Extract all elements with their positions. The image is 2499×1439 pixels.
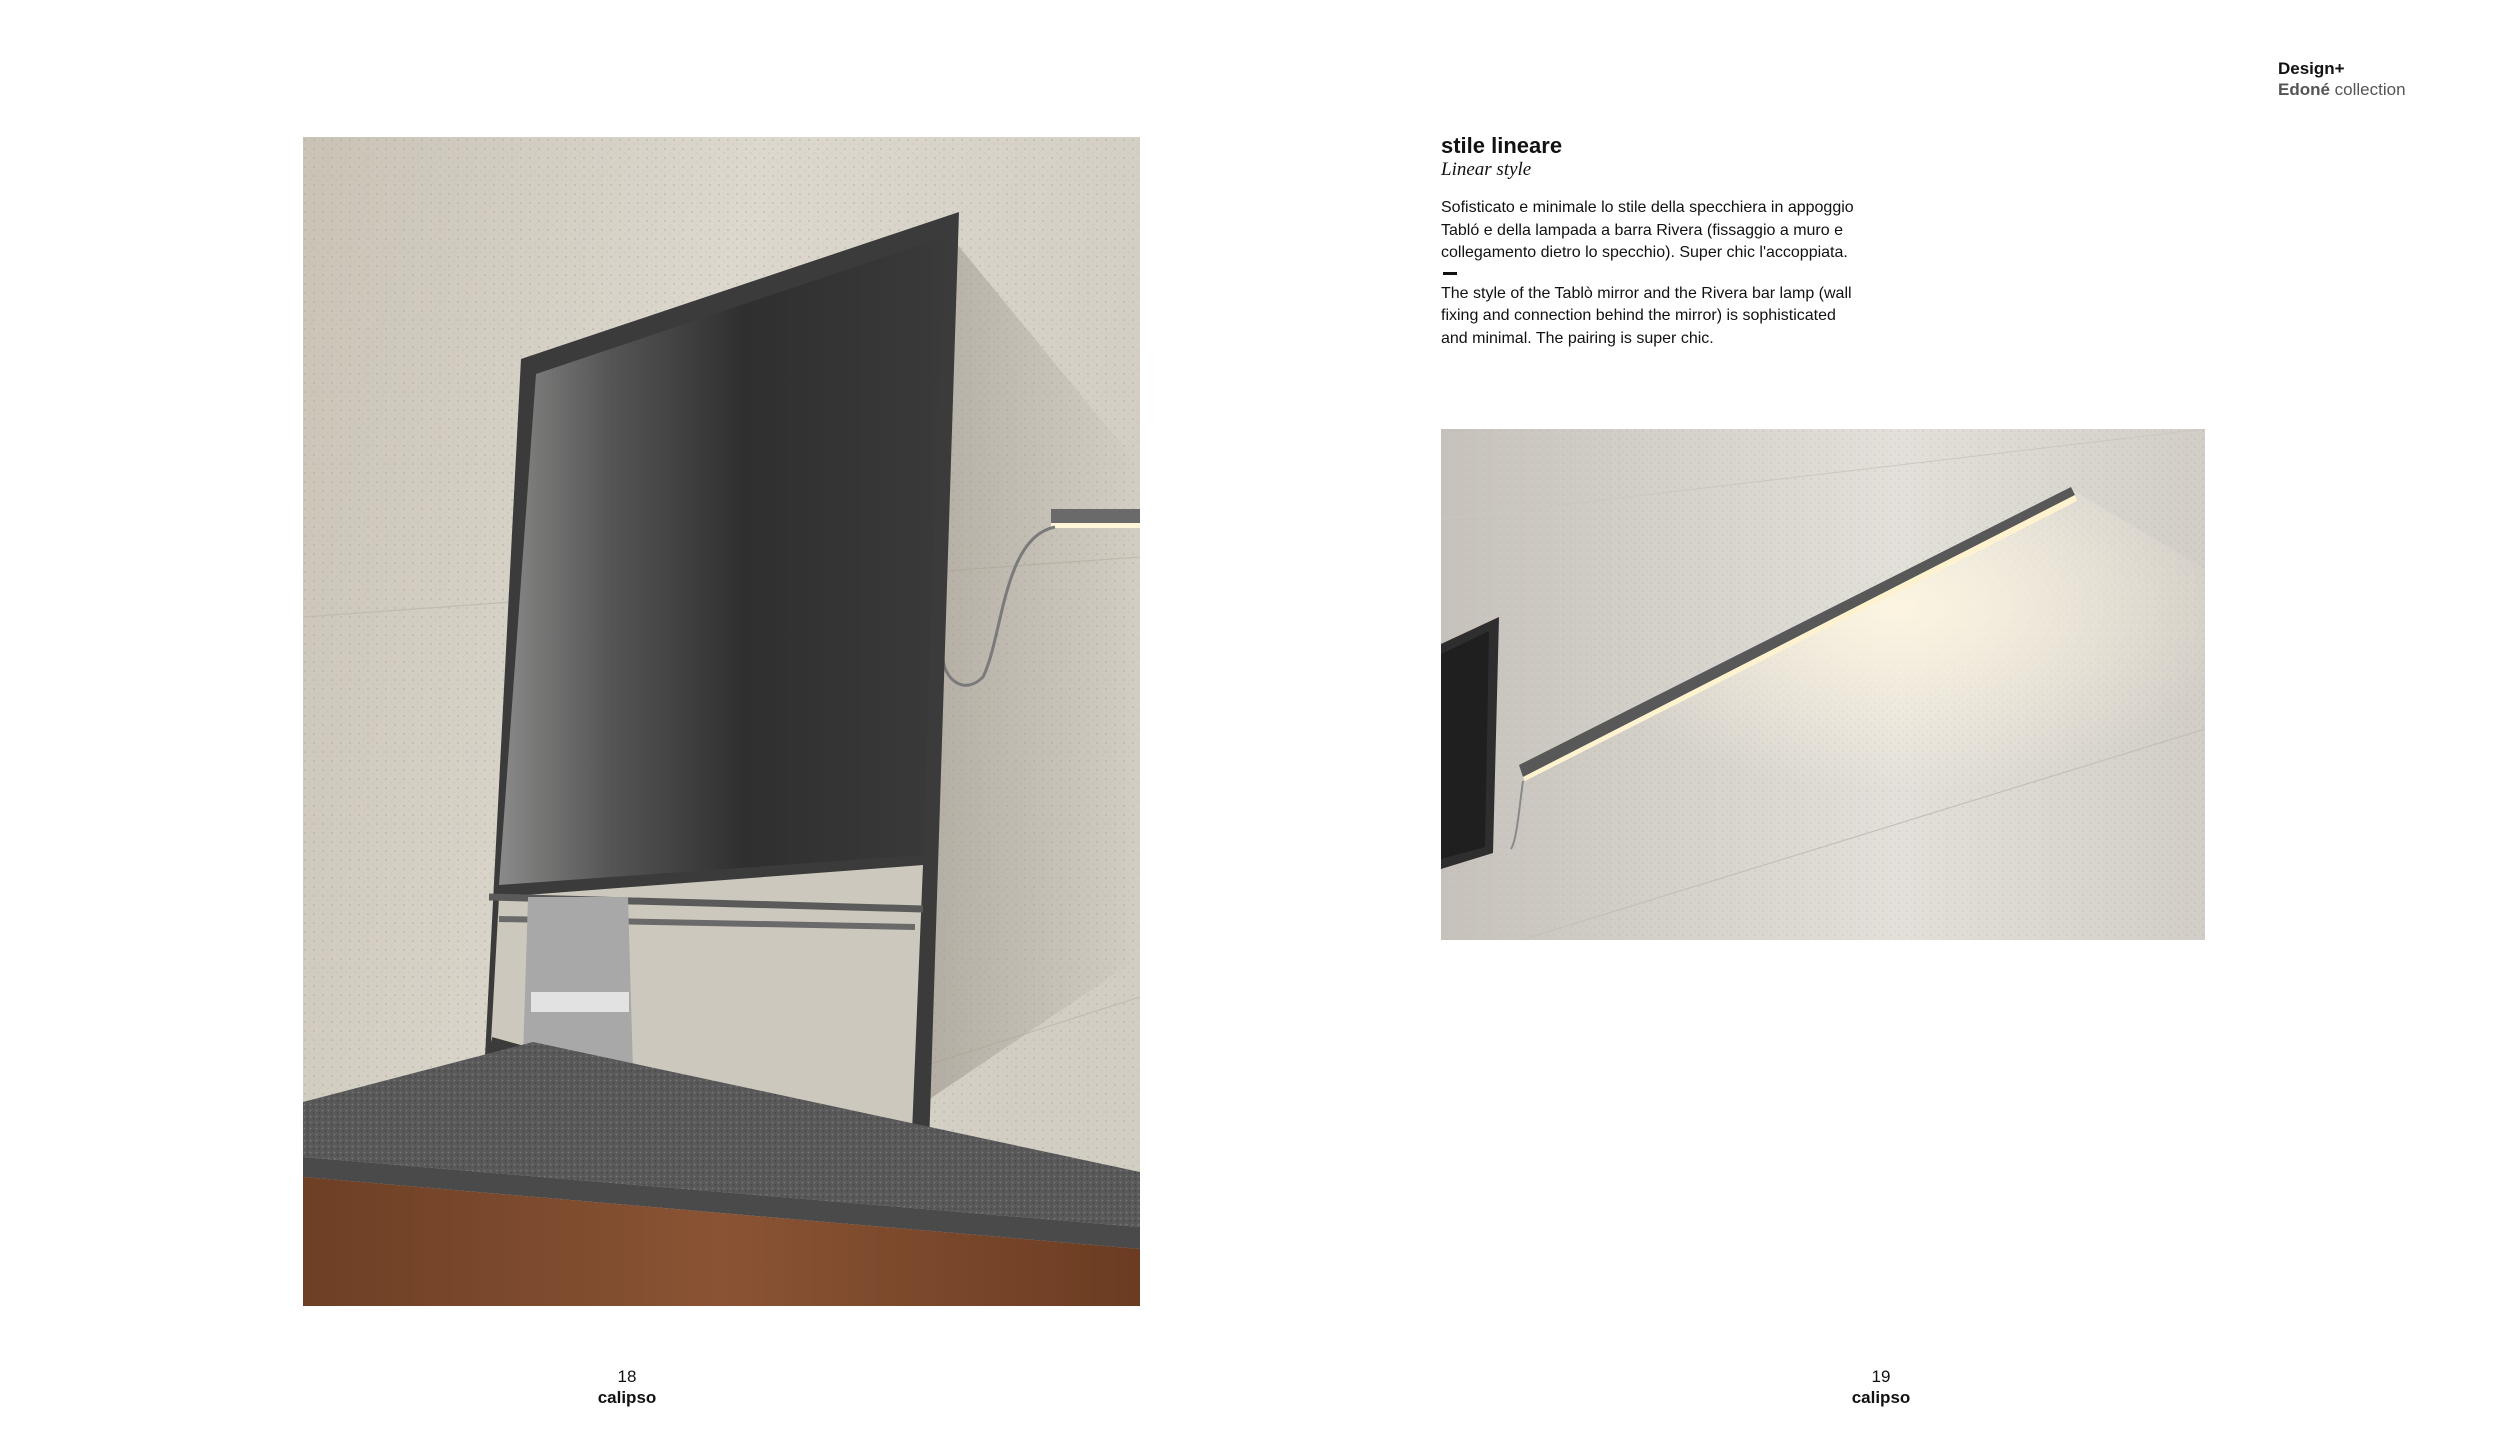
brand-edone: Edoné — [2278, 80, 2330, 99]
photo-mirror-leaning — [303, 137, 1140, 1306]
article-title: stile lineare — [1441, 133, 1563, 158]
photo-bar-lamp — [1441, 429, 2205, 940]
page-footer-right — [1821, 1366, 1941, 1408]
page-name-right: calipso — [1851, 1388, 1911, 1407]
brand-collection — [2278, 79, 2406, 100]
brand-header — [2278, 58, 2406, 100]
page-name-left: calipso — [597, 1388, 657, 1407]
brand-collection-label: collection — [2329, 80, 2406, 99]
page-number-right: 19 — [1871, 1367, 1891, 1386]
article-text — [1441, 133, 1861, 350]
article-body-italian: Sofisticato e minimale lo stile della specchiera in appoggio Tabló e della lampada a barra Rivera (fissaggio a muro e collegamento dietro lo specchio). Super chic l'accoppiata. — [1441, 199, 1854, 261]
article-subtitle: Linear style — [1441, 159, 1532, 180]
page-footer-left — [567, 1366, 687, 1408]
language-divider — [1443, 272, 1457, 275]
page-number-left: 18 — [617, 1367, 637, 1386]
brand-design-plus: Design+ — [2278, 59, 2345, 78]
mirror-photo-illustration — [303, 137, 1140, 1306]
article-body-english: The style of the Tablò mirror and the Rivera bar lamp (wall fixing and connection behind the mirror) is sophisticated and minimal. The pairing is super chic. — [1441, 284, 1852, 347]
lamp-photo-illustration — [1441, 429, 2205, 940]
